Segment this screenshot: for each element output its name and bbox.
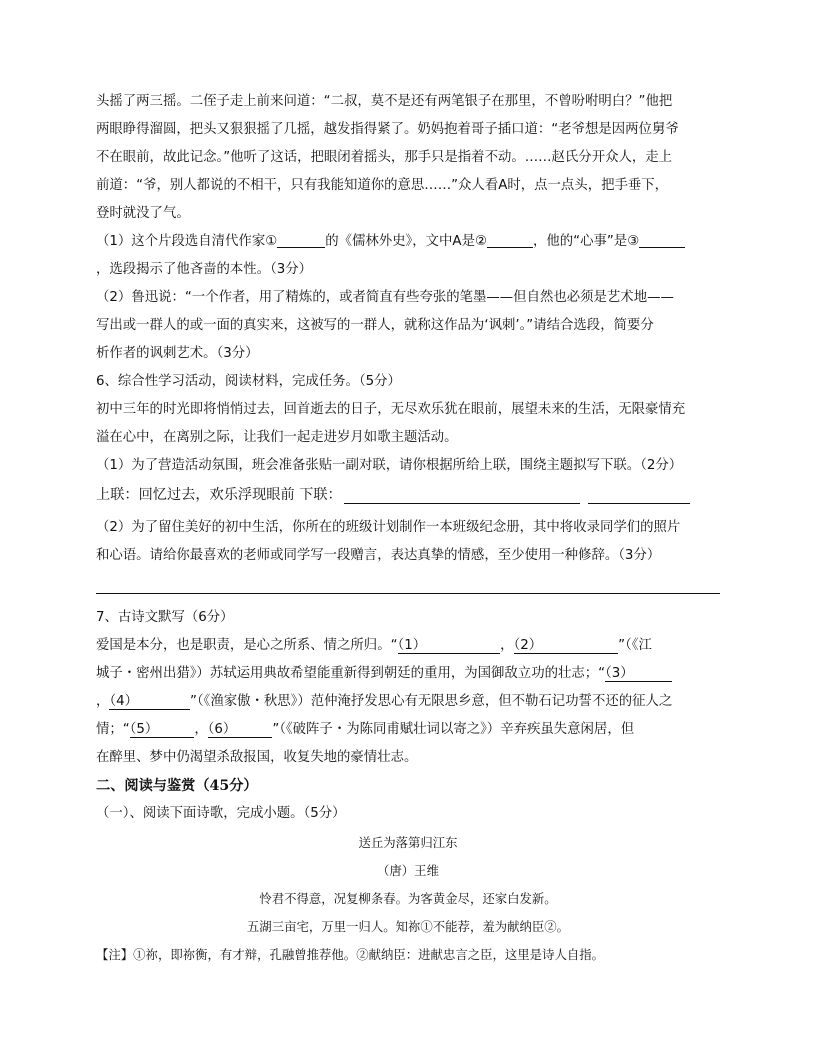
q5-sub2-line-3: 析作者的讽刺艺术。（3分）	[96, 346, 259, 361]
couplet-lower-blank-1[interactable]	[344, 487, 580, 504]
q5-sub1-text-a: （1）这个片段选自清代作家①	[96, 234, 278, 249]
recite-blank-4-label: （4）	[109, 694, 138, 709]
answer-blank-1[interactable]	[277, 231, 325, 248]
poem-title: 送丘为落第归江东	[358, 835, 458, 850]
q5-sub1	[96, 228, 720, 284]
q7-text-4a: 情；“	[96, 722, 130, 737]
q7-line-3	[96, 688, 720, 716]
passage-line-4: 前道：“爷，别人都说的不相干，只有我能知道你的意思……”众人看A时，点一点头，把手垂下，	[96, 178, 669, 193]
recite-blank-5[interactable]	[130, 722, 195, 738]
q7-line-1	[96, 632, 720, 660]
q5-sub1-text-b: 的《儒林外史》，文中A是②	[325, 234, 487, 249]
document-page	[96, 88, 720, 969]
passage-line-1: 头摇了两三摇。二侄子走上前来问道：“二叔，莫不是还有两笔银子在那里，不曾吩咐明白？”他把	[96, 94, 673, 109]
poem-author: （唐）王维	[377, 863, 439, 878]
q7-comma-1: ，	[500, 638, 514, 653]
recite-blank-2-label: （2）	[513, 638, 543, 653]
q7-text-1a: 爱国是本分，也是职责，是心之所系、情之所归。“	[96, 638, 398, 653]
answer-blank-2[interactable]	[487, 231, 533, 248]
q7-text-3b: ”（《渔家傲・秋思》）范仲淹抒发思心有无限思乡意，但不勒石记功誓不还的征人之	[190, 694, 673, 709]
q7-line-5: 在醉里、梦中仍渴望杀敌报国，收复失地的豪情壮志。	[96, 750, 418, 765]
q7-title: 7、古诗文默写（6分）	[96, 610, 234, 625]
poem-line-2: 五湖三亩宅，万里一归人。知祢①不能荐，羞为献纳臣②。	[246, 919, 570, 934]
recite-blank-4[interactable]	[109, 694, 190, 710]
q6-sub2-line-2: 和心语。请给你最喜欢的老师或同学写一段赠言，表达真挚的情感，至少使用一种修辞。（3分）	[96, 548, 661, 563]
q6-sub2-line-1: （2）为了留住美好的初中生活，你所在的班级计划制作一本班级纪念册，其中将收录同学们的照片	[96, 520, 681, 535]
recite-blank-1[interactable]	[398, 638, 501, 654]
recite-blank-6[interactable]	[208, 722, 273, 738]
couplet-upper: 上联：回忆过去，欢乐浮现眼前 下联：	[96, 487, 342, 503]
section-2-heading: 二、阅读与鉴赏（45分）	[96, 778, 258, 794]
recite-blank-3[interactable]	[605, 666, 672, 682]
passage-line-2: 两眼睁得溜圆，把头又狠狠摇了几摇，越发指得紧了。奶妈抱着哥子插口道：“老爷想是因两位舅爷	[96, 122, 679, 137]
recite-blank-5-label: （5）	[129, 722, 159, 737]
answer-blank-3[interactable]	[639, 231, 685, 248]
poem-line-1: 怜君不得意，况复柳条春。为客黄金尽，还家白发新。	[259, 891, 557, 906]
passage-line-3: 不在眼前，故此记念。”他听了这话，把眼闭着摇头，那手只是指着不动。……赵氏分开众人，走上	[96, 150, 673, 165]
passage-line-5: 登时就没了气。	[96, 206, 190, 221]
poem-note: 【注】①祢，即祢衡，有才辩，孔融曾推荐他。②献纳臣：进献忠言之臣，这里是诗人自指。	[96, 947, 605, 962]
couplet-lower-blank-2[interactable]	[588, 487, 690, 504]
q5-sub1-text-d: ，选段揭示了他吝啬的本性。（3分）	[96, 262, 313, 277]
q7-text-2a: 城子・密州出猎》）苏轼运用典故希望能重新得到朝廷的重用，为国御敌立功的壮志；“	[96, 666, 606, 681]
q5-sub1-text-c: ，他的“心事”是③	[532, 234, 640, 249]
q7-line-2	[96, 660, 720, 688]
q7-line-4	[96, 716, 720, 744]
q6-intro-line-1: 初中三年的时光即将悄悄过去，回首逝去的日子，无尽欢乐犹在眼前，展望未来的生活，无限豪情充	[96, 402, 686, 417]
q7-comma-5: ，	[194, 722, 208, 737]
q5-sub2-line-1: （2）鲁迅说：“一个作者，用了精炼的，或者简直有些夸张的笔墨——但自然也必须是艺术地——	[96, 290, 674, 305]
recite-blank-1-label: （1）	[397, 638, 427, 653]
q5-sub2-line-2: 写出或一群人的或一面的真实来，这被写的一群人，就称这作品为‘讽刺’。”请结合选段，简要分	[96, 318, 654, 333]
couplet-row	[96, 480, 720, 510]
q6-title: 6、综合性学习活动，阅读材料，完成任务。（5分）	[96, 374, 401, 389]
q6-intro-line-2: 溢在心中，在离别之际，让我们一起走进岁月如歌主题活动。	[96, 430, 458, 445]
recite-blank-6-label: （6）	[207, 722, 237, 737]
q6-sub1: （1）为了营造活动氛围，班会准备张贴一副对联，请你根据所给上联，围绕主题拟写下联。（2分）	[96, 458, 683, 473]
recite-blank-3-label: （3）	[605, 666, 634, 681]
section-2-subtitle: （一）、阅读下面诗歌，完成小题。（5分）	[96, 806, 346, 821]
recite-blank-2[interactable]	[514, 638, 619, 654]
q7-text-3a: ，	[96, 694, 110, 709]
answer-writing-line[interactable]	[96, 592, 720, 594]
q7-text-4b: ”（《破阵子・为陈同甫赋壮词以寄之》）辛弃疾虽失意闲居，但	[272, 722, 635, 737]
q7-text-1b: ”（《江	[618, 638, 652, 653]
